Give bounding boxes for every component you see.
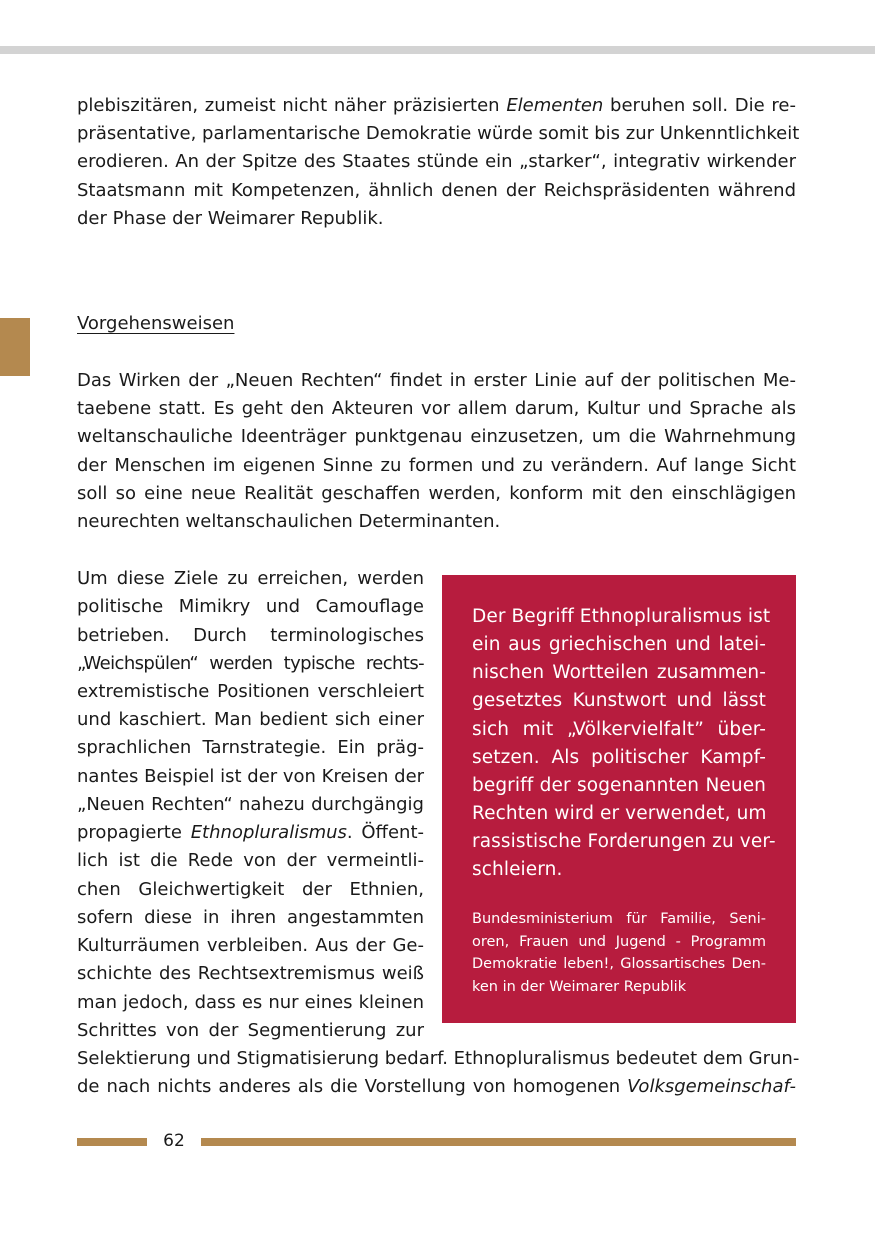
text-line: betrieben. Durch terminologisches xyxy=(77,625,424,646)
text-line: politische Mimikry und Camouflage xyxy=(77,596,424,617)
text-line: der Phase der Weimarer Republik. xyxy=(77,208,384,229)
callout-line: ein aus griechischen und latei- xyxy=(472,634,766,655)
text-line: Kulturräumen verbleiben. Aus der Ge- xyxy=(77,935,424,956)
text-line: Staatsmann mit Kompetenzen, ähnlich denen der Reichspräsidenten während xyxy=(77,180,796,201)
callout-line: Der Begriff Ethnopluralismus ist xyxy=(472,606,771,627)
text-line: man jedoch, dass es nur eines kleinen xyxy=(77,992,424,1013)
text-line: schichte des Rechtsextremismus weiß xyxy=(77,963,424,984)
callout-source-line: oren, Frauen und Jugend - Programm xyxy=(472,934,766,950)
section-heading: Vorgehensweisen xyxy=(77,313,235,334)
text-line: extremistische Positionen verschleiert xyxy=(77,681,424,702)
callout-line: setzen. Als politischer Kampf- xyxy=(472,747,766,768)
text-line: erodieren. An der Spitze des Staates stünde ein „starker“, integrativ wirkender xyxy=(77,151,796,172)
text-line: Um diese Ziele zu erreichen, werden xyxy=(77,568,424,589)
page-number: 62 xyxy=(163,1131,185,1151)
text-line: soll so eine neue Realität geschaffen werden, konform mit den einschlägigen xyxy=(77,483,796,504)
callout-line: gesetztes Kunstwort und lässt xyxy=(472,690,766,711)
text-line: weltanschauliche Ideenträger punktgenau einzusetzen, um die Wahrnehmung xyxy=(77,426,796,447)
callout-line: rassistische Forderungen zu ver- xyxy=(472,831,776,852)
text-line: neurechten weltanschaulichen Determinanten. xyxy=(77,511,501,532)
footer-rule-right xyxy=(201,1138,796,1146)
callout-source-line: Demokratie leben!, Glossartisches Den- xyxy=(472,956,766,972)
text-line: der Menschen im eigenen Sinne zu formen und zu verändern. Auf lange Sicht xyxy=(77,455,796,476)
text-line: sofern diese in ihren angestammten xyxy=(77,907,424,928)
callout-line: nischen Wortteilen zusammen- xyxy=(472,662,766,683)
footer-rule-left xyxy=(77,1138,147,1146)
text-line: propagierte Ethnopluralismus. Öffent- xyxy=(77,822,424,843)
callout-line: Rechten wird er verwendet, um xyxy=(472,803,767,824)
text-line: taebene statt. Es geht den Akteuren vor allem darum, Kultur und Sprache als xyxy=(77,398,796,419)
text-line: lich ist die Rede von der vermeintli- xyxy=(77,850,424,871)
callout-source-line: ken in der Weimarer Republik xyxy=(472,979,687,995)
callout-source-line: Bundesministerium für Familie, Seni- xyxy=(472,911,766,927)
text-line: sprachlichen Tarnstrategie. Ein präg- xyxy=(77,737,424,758)
callout-line: schleiern. xyxy=(472,859,563,880)
text-line: plebiszitären, zumeist nicht näher präzisierten Elementen beruhen soll. Die re- xyxy=(77,95,796,116)
definition-callout-box xyxy=(442,575,796,1023)
top-rule xyxy=(0,46,875,54)
chapter-marker-tab xyxy=(0,318,30,376)
text-line: präsentative, parlamentarische Demokratie würde somit bis zur Unkenntlichkeit xyxy=(77,123,800,144)
text-line: „Weichspülen“ werden typische rechts- xyxy=(77,653,424,674)
text-line: de nach nichts anderes als die Vorstellung von homogenen Volksgemeinschaf- xyxy=(77,1076,796,1097)
callout-line: sich mit „Völkervielfalt” über- xyxy=(472,719,766,740)
text-line: „Neuen Rechten“ nahezu durchgängig xyxy=(77,794,424,815)
text-line: und kaschiert. Man bedient sich einer xyxy=(77,709,424,730)
text-line: Das Wirken der „Neuen Rechten“ findet in erster Linie auf der politischen Me- xyxy=(77,370,796,391)
text-line: Selektierung und Stigmatisierung bedarf. Ethnopluralismus bedeutet dem Grun- xyxy=(77,1048,800,1069)
text-line: nantes Beispiel ist der von Kreisen der xyxy=(77,766,425,787)
text-line: Schrittes von der Segmentierung zur xyxy=(77,1020,424,1041)
callout-line: begriff der sogenannten Neuen xyxy=(472,775,766,796)
text-line: chen Gleichwertigkeit der Ethnien, xyxy=(77,879,424,900)
